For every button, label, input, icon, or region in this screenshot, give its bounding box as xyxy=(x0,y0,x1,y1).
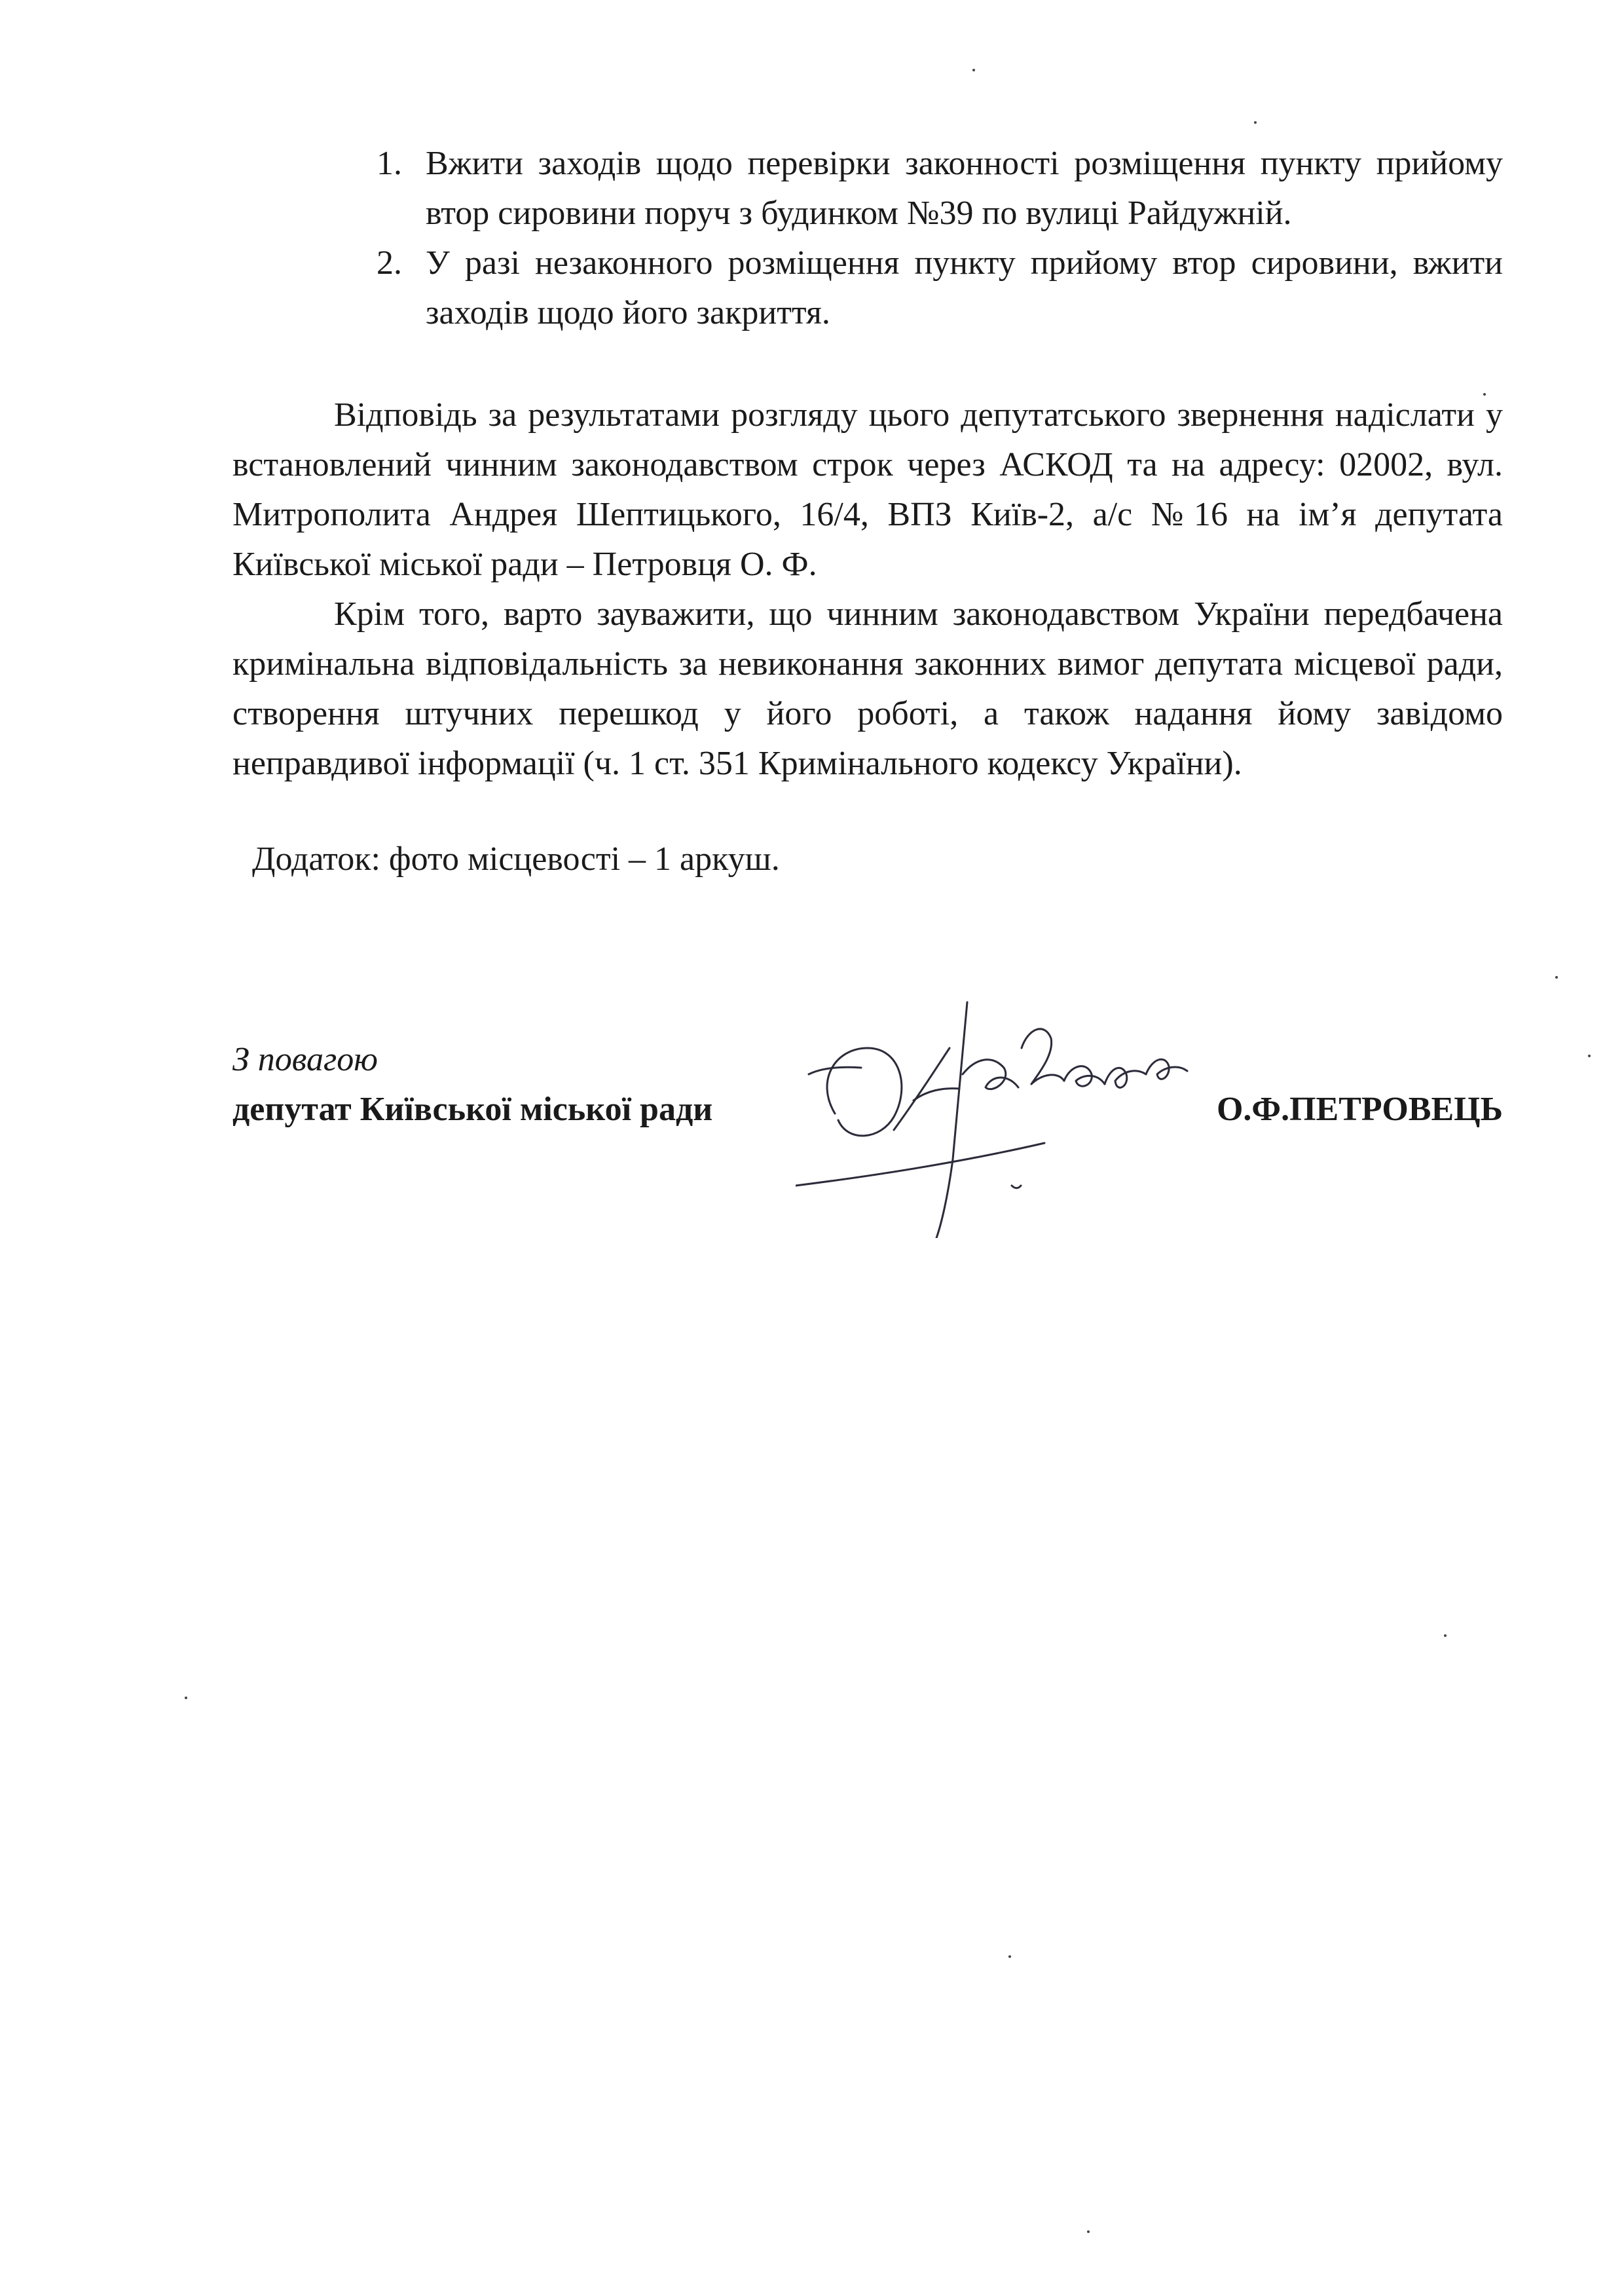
scan-speck xyxy=(1588,1055,1591,1057)
scan-speck xyxy=(1254,121,1257,124)
scan-speck xyxy=(972,69,975,71)
list-item-number: 1. xyxy=(377,145,402,182)
regards-text: З повагою xyxy=(232,1041,378,1078)
response-paragraph: Відповідь за результатами розгляду цього депутатського звернення надіслати у встановлений чинним законодавством строк через АСКОД та на адресу: 02002, вул. Митрополита Андрея Шептицького, 16/4, ВПЗ Київ-2, а/с №16 на ім’я депутата Київської міської ради – Петровця О. Ф. xyxy=(232,396,1503,583)
scan-speck xyxy=(1087,2230,1090,2233)
scan-speck xyxy=(1444,1634,1447,1637)
signature-block xyxy=(232,1035,1503,1205)
attachment-note: Додаток: фото місцевості – 1 аркуш. xyxy=(252,840,780,878)
list-item-text: Вжити заходів щодо перевірки законності розміщення пункту прийому втор сировини поруч з будинком №39 по вулиці Райдужній. xyxy=(426,145,1503,232)
list-item-number: 2. xyxy=(377,244,402,282)
signer-position: депутат Київської міської ради xyxy=(232,1091,713,1128)
handwritten-signature xyxy=(796,976,1202,1238)
scan-speck xyxy=(1555,976,1558,979)
scan-speck xyxy=(1008,1955,1011,1958)
document-body xyxy=(232,139,1503,884)
signer-name: О.Ф.ПЕТРОВЕЦЬ xyxy=(1216,1091,1503,1128)
request-list xyxy=(232,139,1503,338)
list-item xyxy=(232,139,1503,238)
list-item xyxy=(232,238,1503,338)
list-item-text: У разі незаконного розміщення пункту прийому втор сировини, вжити заходів щодо його закриття. xyxy=(426,244,1503,331)
liability-paragraph: Крім того, варто зауважити, що чинним законодавством України передбачена кримінальна відповідальність за невиконання законних вимог депутата місцевої ради, створення штучних перешкод у його роботі, а також надання йому завідомо неправдивої інформації (ч. 1 ст. 351 Кримінального кодексу України). xyxy=(232,595,1503,782)
scan-speck xyxy=(185,1697,187,1699)
scan-speck xyxy=(1483,393,1486,396)
